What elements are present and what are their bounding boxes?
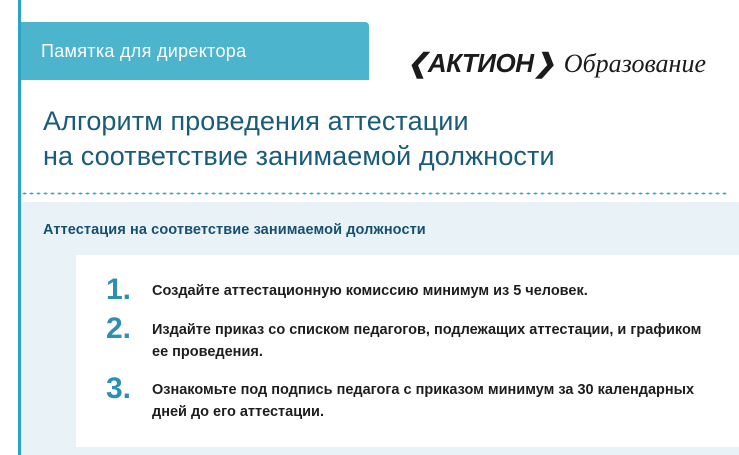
document-content (21, 0, 739, 455)
page-title-line-2: на соответствие занимаемой должности (43, 141, 555, 171)
steps-list (76, 255, 739, 447)
list-item (76, 372, 739, 423)
section-subtitle (21, 202, 739, 255)
list-item (76, 273, 739, 306)
page-title (21, 96, 739, 188)
memo-badge-label: Памятка для директора (41, 40, 247, 61)
dotted-divider (21, 188, 739, 202)
brand-logo (407, 48, 706, 79)
page-title-line-1: Алгоритм проведения аттестации (43, 106, 469, 136)
step-text: Ознакомьте под подпись педагога с приказом минимум за 30 календарных дней до его аттестации. (152, 382, 695, 420)
step-number: 3. (106, 372, 132, 405)
step-text: Издайте приказ со списком педагогов, подлежащих аттестации, и графиком ее проведения. (152, 322, 702, 360)
step-number: 2. (106, 312, 132, 345)
brand-mark-text: ❮АКТИОН❯ (406, 48, 555, 78)
step-number: 1. (106, 273, 132, 306)
brand-word-text: Образование (563, 49, 706, 78)
left-margin-strip (0, 0, 18, 455)
memo-badge (21, 22, 369, 80)
section-subtitle-text: Аттестация на соответствие занимаемой должности (43, 222, 426, 238)
step-text: Создайте аттестационную комиссию минимум из 5 человек. (152, 283, 588, 299)
list-item (76, 312, 739, 363)
document-header (21, 0, 739, 96)
